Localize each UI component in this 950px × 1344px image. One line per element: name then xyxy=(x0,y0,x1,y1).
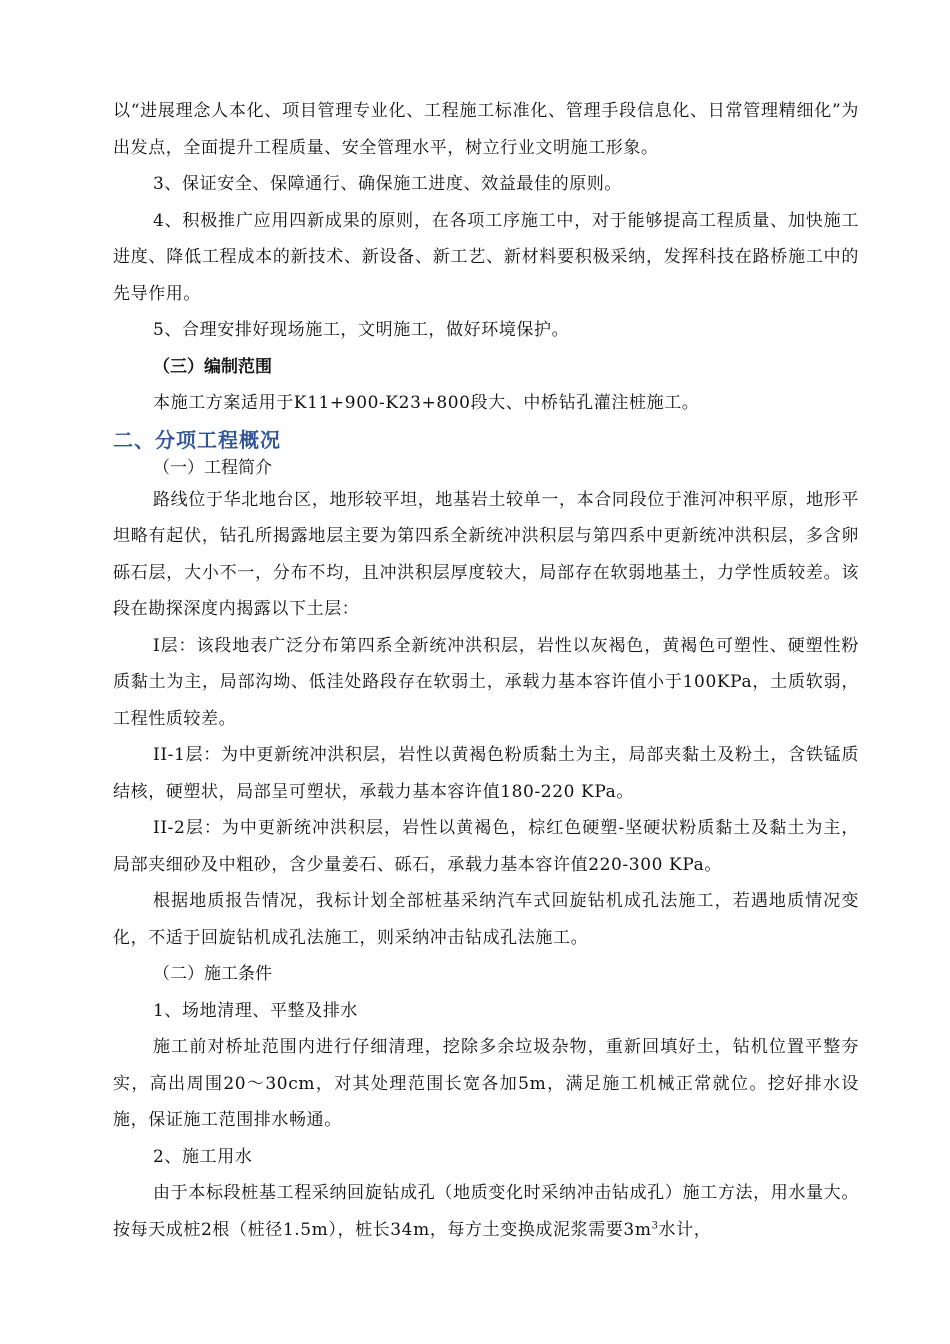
principle-3: 3、保证安全、保障通行、确保施工进度、效益最佳的原则。 xyxy=(153,174,623,194)
principle-5: 5、合理安排好现场施工，文明施工，做好环境保护。 xyxy=(153,320,570,340)
intro-paragraph: 以“进展理念人本化、项目管理专业化、工程施工标准化、管理手段信息化、日常管理精细化”为出发点，全面提升工程质量、安全管理水平，树立行业文明施工形象。 xyxy=(113,101,859,158)
layer-2-2-paragraph: II-2层：为中更新统冲洪积层，岩性以黄褐色，棕红色硬塑-坚硬状粉质黏土及黏土为主，局部夹细砂及中粗砂，含少量姜石、砾石，承载力基本容许值220-300 KPa。 xyxy=(113,818,859,875)
condition-2-title: 2、施工用水 xyxy=(153,1146,253,1167)
subsection-scope-title: （三）编制范围 xyxy=(153,356,272,377)
principle-4: 4、积极推广应用四新成果的原则，在各项工序施工中，对于能够提高工程质量、加快施工进度、降低工程成本的新技术、新设备、新工艺、新材料要积极采纳，发挥科技在路桥施工中的先导作用。 xyxy=(113,210,859,304)
document-body xyxy=(113,93,859,1248)
plan-paragraph: 根据地质报告情况，我标计划全部桩基采纳汽车式回旋钻机成孔法施工，若遇地质情况变化，不适于回旋钻机成孔法施工，则采纳冲击钻成孔法施工。 xyxy=(113,891,859,948)
condition-2-text-a: 由于本标段桩基工程采纳回旋钻成孔（地质变化时采纳冲击钻成孔）施工方法，用水量大。按每天成桩2根（桩径1.5m），桩长34m，每方土变换成泥浆需要3m xyxy=(113,1183,859,1240)
route-paragraph: 路线位于华北地台区，地形较平坦，地基岩土较单一，本合同段位于淮河冲积平原，地形平坦略有起伏，钻孔所揭露地层主要为第四系全新统冲洪积层与第四系中更新统冲洪积层，多含卵砾石层，大小不一，分布不均，且冲洪积层厚度较大，局部存在软弱地基土，力学性质较差。该段在勘探深度内揭露以下土层： xyxy=(113,489,859,619)
layer-1-paragraph: I层：该段地表广泛分布第四系全新统冲洪积层，岩性以灰褐色，黄褐色可塑性、硬塑性粉质黏土为主，局部沟坳、低洼处路段存在软弱土，承载力基本容许值小于100KPa，土质软弱，工程性质较差。 xyxy=(113,635,859,729)
section-2-heading: 二、分项工程概况 xyxy=(113,429,281,452)
subsection-overview-title: （一）工程简介 xyxy=(153,457,272,478)
condition-1-title: 1、场地清理、平整及排水 xyxy=(153,1000,359,1021)
superscript-3: 3 xyxy=(651,1219,659,1231)
condition-2-text-b: 水计， xyxy=(658,1219,712,1240)
condition-1-paragraph: 施工前对桥址范围内进行仔细清理，挖除多余垃圾杂物，重新回填好土，钻机位置平整夯实，高出周围20～30cm，对其处理范围长宽各加5m，满足施工机械正常就位。挖好排水设施，保证施工范围排水畅通。 xyxy=(113,1037,859,1130)
condition-2-paragraph xyxy=(113,1175,859,1248)
subsection-conditions-title: （二）施工条件 xyxy=(153,964,272,984)
layer-2-1-paragraph: II-1层：为中更新统冲洪积层，岩性以黄褐色粉质黏土为主，局部夹黏土及粉土，含铁锰质结核，硬塑状，局部呈可塑状，承载力基本容许值180-220 KPa。 xyxy=(113,745,859,802)
scope-paragraph: 本施工方案适用于K11+900-K23+800段大、中桥钻孔灌注桩施工。 xyxy=(153,393,700,413)
